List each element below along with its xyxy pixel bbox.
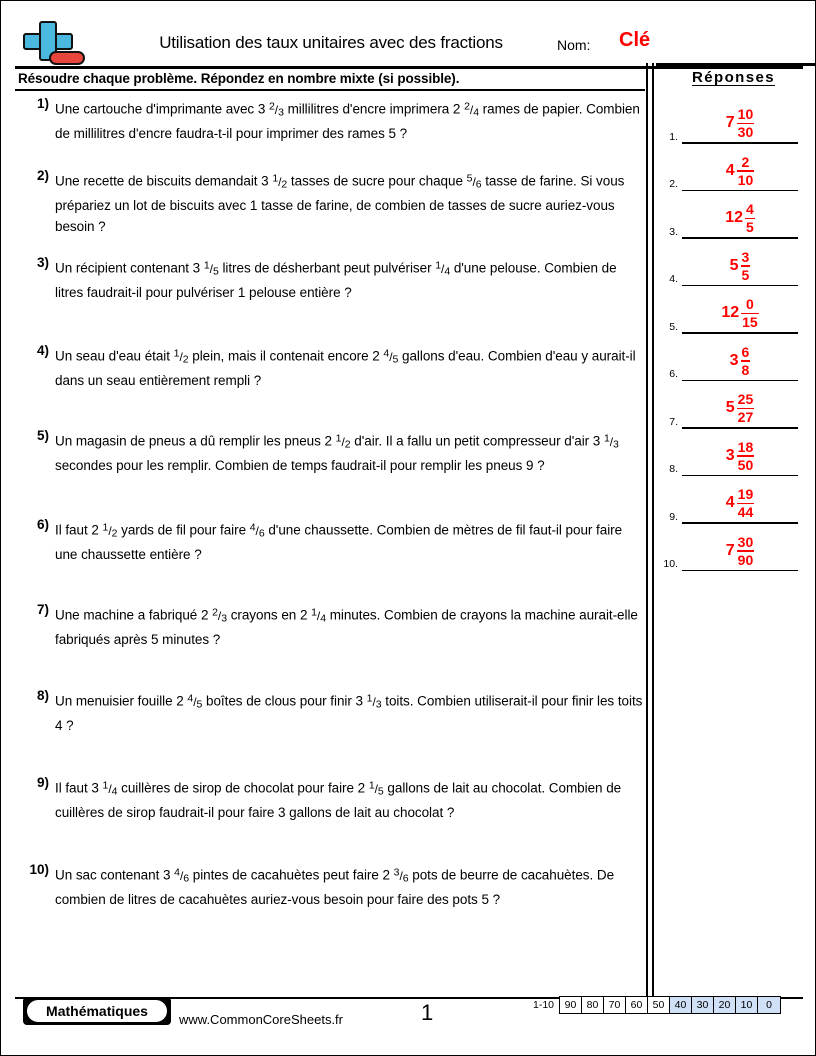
fraction-denominator: 5 — [741, 266, 750, 283]
instructions-divider — [15, 89, 645, 91]
answer-index: 6. — [669, 368, 678, 380]
fraction-denominator: 90 — [737, 551, 754, 568]
answer-row — [656, 191, 815, 239]
problem-item — [15, 688, 643, 775]
inline-fraction: $^1$/2 — [173, 347, 189, 365]
mixed-number — [726, 440, 754, 472]
inline-fraction: $^1$/2 — [102, 521, 118, 539]
mixed-number — [726, 487, 754, 519]
column-divider-right — [652, 63, 654, 1003]
answer-index: 4. — [669, 273, 678, 285]
name-value: Clé — [619, 29, 651, 51]
answer-row — [656, 429, 815, 477]
score-scale-cell: 40 — [670, 997, 692, 1013]
answer-value — [682, 440, 798, 472]
score-scale-cell: 60 — [626, 997, 648, 1013]
inline-fraction: $^3$/6 — [393, 866, 409, 884]
answer-row — [656, 286, 815, 334]
whole-part: 12 — [721, 304, 740, 322]
problem-item — [15, 255, 643, 343]
answer-value — [682, 345, 798, 377]
problem-number: 1) — [36, 96, 49, 111]
fraction-numerator: 19 — [737, 486, 754, 503]
page-header — [1, 1, 815, 69]
plus-center-fill — [42, 36, 55, 48]
fraction-part — [737, 392, 755, 424]
fraction-part — [737, 487, 755, 519]
score-scale-cell: 70 — [604, 997, 626, 1013]
answer-value — [682, 107, 798, 139]
whole-part: 12 — [725, 209, 743, 227]
problem-number: 2) — [36, 168, 49, 183]
fraction-denominator: 10 — [737, 171, 754, 188]
problem-item — [15, 862, 643, 942]
inline-fraction: $^1$/4 — [311, 606, 326, 624]
whole-part: 7 — [725, 114, 735, 132]
mixed-number — [730, 250, 751, 282]
problem-list — [15, 96, 643, 942]
fraction-numerator: 18 — [737, 438, 754, 455]
problem-number: 10) — [29, 862, 49, 877]
answer-row — [656, 524, 815, 572]
instructions-text: Résoudre chaque problème. Répondez en nombre mixte (si possible). — [18, 71, 460, 86]
inline-fraction: $^2$/3 — [212, 606, 227, 624]
fraction-numerator: 0 — [746, 296, 754, 313]
answer-row — [656, 334, 815, 382]
mixed-number — [730, 345, 751, 377]
score-scale-cell: 90 — [560, 997, 582, 1013]
subject-badge — [23, 997, 171, 1025]
answer-column-top-rule — [656, 63, 815, 66]
fraction-part — [745, 202, 755, 234]
plus-minus-icon — [19, 21, 81, 69]
inline-fraction: $^2$/4 — [464, 100, 479, 118]
score-scale-cells — [559, 996, 781, 1014]
answer-row — [656, 96, 815, 144]
answer-index: 8. — [669, 463, 678, 475]
fraction-denominator: 44 — [737, 504, 754, 521]
answer-value — [682, 250, 798, 282]
problem-text: Un sac contenant 3 $^4$/6 pintes de cacahuètes peut faire 2 $^3$/6 pots de beurre de cacahuètes. De combien de litres de cacahuètes auriez-vous besoin pour faire des pots 5 ? — [55, 866, 615, 907]
problem-item — [15, 517, 643, 602]
fraction-denominator: 30 — [737, 124, 754, 141]
score-scale-label: 1-10 — [533, 999, 555, 1011]
problem-text: Il faut 2 $^1$/2 yards de fil pour faire $^4$/6 d'une chaussette. Combien de mètres de fil faut-il pour faire une chaussette entière ? — [55, 521, 623, 562]
inline-fraction: $^5$/6 — [466, 172, 482, 190]
answer-value — [682, 487, 798, 519]
column-divider-left — [646, 63, 648, 1003]
fraction-numerator: 25 — [737, 391, 754, 408]
score-scale-cell: 20 — [714, 997, 736, 1013]
answer-value — [682, 392, 798, 424]
inline-fraction: $^1$/4 — [102, 779, 118, 797]
answer-underline — [682, 570, 798, 572]
subject-badge-label: Mathématiques — [27, 1000, 167, 1022]
problem-item — [15, 168, 643, 255]
inline-fraction: $^2$/3 — [268, 100, 284, 118]
problem-text: Un récipient contenant 3 $^1$/5 litres de désherbant peut pulvériser $^1$/4 d'une pelouse. Combien de litres faudrait-il pour pulvériser 1 pelouse entière ? — [55, 259, 617, 300]
inline-fraction: $^4$/5 — [187, 692, 203, 710]
fraction-numerator: 6 — [741, 343, 750, 360]
inline-fraction: $^1$/3 — [366, 692, 382, 710]
answer-row — [656, 476, 815, 524]
fraction-denominator: 27 — [737, 409, 754, 426]
whole-part: 3 — [725, 446, 735, 464]
problem-text: Un menuisier fouille 2 $^4$/5 boîtes de clous pour finir 3 $^1$/3 toits. Combien utiliserait-il pour finir les toits 4 ? — [55, 692, 643, 733]
whole-part: 7 — [725, 541, 735, 559]
answer-row — [656, 381, 815, 429]
problem-text: Il faut 3 $^1$/4 cuillères de sirop de chocolat pour faire 2 $^1$/5 gallons de lait au chocolat. Combien de cuillères de sirop faudrait-il pour faire 3 gallons de lait au chocolat ? — [55, 779, 622, 820]
problem-text: Une cartouche d'imprimante avec 3 $^2$/3 millilitres d'encre imprimera 2 $^2$/4 rames de papier. Combien de millilitres d'encre faudra-t-il pour imprimer des rames 5 ? — [55, 100, 640, 141]
website-url: www.CommonCoreSheets.fr — [179, 1012, 343, 1027]
answer-index: 3. — [669, 225, 678, 238]
fraction-part — [737, 155, 755, 187]
inline-fraction: $^4$/6 — [174, 866, 190, 884]
mixed-number — [725, 202, 755, 234]
whole-part: 4 — [725, 494, 735, 512]
name-label: Nom: — [557, 37, 591, 53]
answer-index: 2. — [669, 178, 678, 190]
answer-value — [682, 297, 798, 329]
problem-number: 3) — [36, 255, 49, 270]
fraction-part — [737, 440, 755, 472]
inline-fraction: $^1$/4 — [435, 259, 451, 277]
problem-text: Un seau d'eau était $^1$/2 plein, mais il contenait encore 2 $^4$/5 gallons d'eau. Combien d'eau y aurait-il dans un seau entièrement rempli ? — [55, 347, 636, 388]
answer-column-heading: Réponses — [692, 69, 775, 86]
problem-item — [15, 428, 643, 517]
problem-text: Une machine a fabriqué 2 $^2$/3 crayons en 2 $^1$/4 minutes. Combien de crayons la machine aurait-elle fabriqués après 5 minutes ? — [55, 606, 638, 647]
score-scale-cell: 30 — [692, 997, 714, 1013]
problem-item — [15, 96, 643, 168]
problem-number: 8) — [36, 688, 49, 703]
fraction-denominator: 15 — [742, 314, 758, 331]
fraction-denominator: 50 — [737, 456, 754, 473]
fraction-numerator: 30 — [737, 533, 754, 550]
answer-list — [656, 96, 815, 571]
answer-value — [682, 535, 798, 567]
answer-index: 5. — [669, 320, 678, 333]
whole-part: 3 — [729, 351, 739, 369]
minus-bar — [49, 51, 85, 65]
page-title: Utilisation des taux unitaires avec des fractions — [159, 33, 503, 52]
answer-value — [682, 202, 798, 234]
whole-part: 5 — [725, 399, 735, 417]
inline-fraction: $^4$/5 — [383, 347, 399, 365]
problem-number: 6) — [36, 517, 49, 532]
fraction-numerator: 2 — [741, 153, 750, 170]
inline-fraction: $^1$/2 — [272, 172, 288, 190]
answer-row — [656, 239, 815, 287]
inline-fraction: $^1$/2 — [335, 432, 351, 450]
inline-fraction: $^4$/6 — [249, 521, 265, 539]
fraction-part — [741, 297, 759, 329]
problem-text: Un magasin de pneus a dû remplir les pneus 2 $^1$/2 d'air. Il a fallu un petit compresseur d'air 3 $^1$/3 secondes pour les remplir. Combien de temps faudrait-il pour remplir les pneus 9 ? — [55, 432, 619, 473]
whole-part: 5 — [729, 256, 739, 274]
score-scale-cell: 10 — [736, 997, 758, 1013]
fraction-numerator: 10 — [737, 106, 754, 123]
score-scale — [533, 996, 781, 1014]
fraction-numerator: 4 — [746, 201, 754, 218]
fraction-denominator: 8 — [741, 361, 750, 378]
problem-number: 4) — [36, 343, 49, 358]
answer-index: 7. — [669, 415, 678, 428]
fraction-denominator: 5 — [746, 219, 754, 236]
problem-number: 9) — [36, 775, 49, 790]
score-scale-cell: 80 — [582, 997, 604, 1013]
inline-fraction: $^1$/5 — [203, 259, 219, 277]
mixed-number — [726, 392, 754, 424]
problem-item — [15, 775, 643, 862]
score-scale-cell: 50 — [648, 997, 670, 1013]
problem-item — [15, 343, 643, 428]
whole-part: 4 — [725, 161, 735, 179]
inline-fraction: $^1$/3 — [603, 432, 619, 450]
problem-number: 5) — [36, 428, 49, 443]
fraction-part — [737, 107, 755, 139]
answer-index: 9. — [669, 510, 678, 523]
answer-value — [682, 155, 798, 187]
fraction-part — [741, 250, 751, 282]
mixed-number — [726, 535, 754, 567]
fraction-part — [737, 535, 755, 567]
fraction-numerator: 3 — [741, 248, 750, 265]
answer-row — [656, 144, 815, 192]
inline-fraction: $^1$/5 — [368, 779, 384, 797]
problem-item — [15, 602, 643, 688]
answer-index: 1. — [669, 130, 678, 143]
mixed-number — [726, 155, 754, 187]
fraction-part — [741, 345, 751, 377]
problem-number: 7) — [36, 602, 49, 617]
problem-text: Une recette de biscuits demandait 3 $^1$/2 tasses de sucre pour chaque $^5$/6 tasse de farine. Si vous prépariez un lot de biscuits avec 1 tasse de farine, de combien de tasses de sucre auriez-vous besoin ? — [55, 172, 625, 234]
mixed-number — [726, 107, 754, 139]
mixed-number — [721, 297, 758, 329]
score-scale-cell: 0 — [758, 997, 780, 1013]
page-number: 1 — [421, 1000, 434, 1025]
answer-index: 10. — [663, 558, 678, 570]
